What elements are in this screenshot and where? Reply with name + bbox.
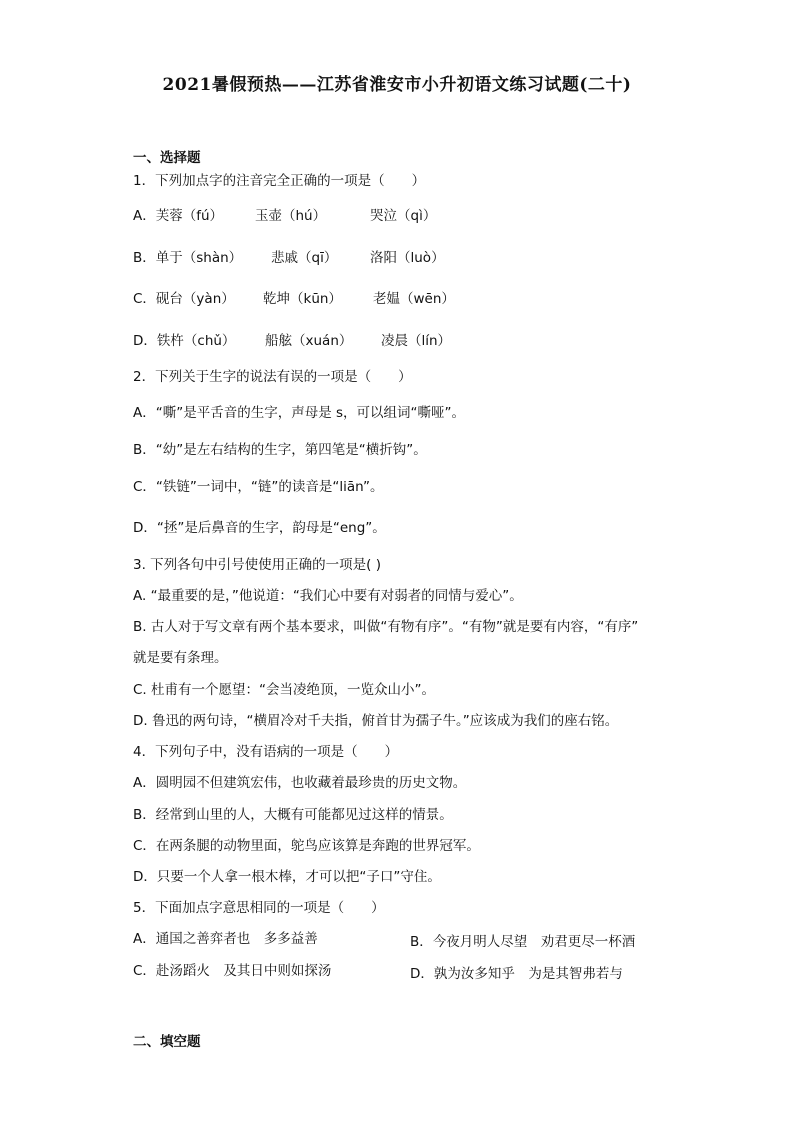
question-5-option-a: A．通国之善弈者也 多多益善 (133, 931, 318, 947)
question-2-option-a: A．“嘶”是平舌音的生字，声母是 s，可以组词“嘶哑”。 (133, 405, 466, 421)
question-3-stem: 3. 下列各句中引号使使用正确的一项是( ) (133, 557, 381, 573)
question-2-option-c: C．“铁链”一词中，“链”的读音是“liān”。 (133, 479, 384, 495)
q1-d-item-2: 船舷（xuán） (265, 333, 353, 349)
q1-a-item-3: 哭泣（qì） (370, 208, 437, 224)
q1-c-item-2: 乾坤（kūn） (263, 291, 342, 307)
q1-d-item-1: D．铁杵（chǔ） (133, 333, 236, 349)
section-heading-fill-in: 二、填空题 (133, 1034, 201, 1050)
question-2-option-b: B．“幼”是左右结构的生字，第四笔是“横折钩”。 (133, 442, 427, 458)
question-3-option-b: B. 古人对于写文章有两个基本要求，叫做“有物有序”。“有物”就是要有内容，“有序” (133, 619, 639, 635)
question-4-option-b: B．经常到山里的人，大概有可能都见过这样的情景。 (133, 807, 453, 823)
q1-d-item-3: 凌晨（lín） (381, 333, 452, 349)
q1-c-item-3: 老媪（wēn） (373, 291, 455, 307)
question-2-option-d: D．“拯”是后鼻音的生字，韵母是“eng”。 (133, 520, 386, 536)
q1-b-item-3: 洛阳（luò） (370, 250, 445, 266)
question-5-stem: 5．下面加点字意思相同的一项是（ ） (133, 900, 385, 916)
question-3-option-b-continued: 就是要有条理。 (133, 650, 228, 666)
section-heading-choice: 一、选择题 (133, 150, 201, 166)
q1-a-item-1: A．芙蓉（fú） (133, 208, 224, 224)
q1-b-item-2: 悲戚（qī） (271, 250, 338, 266)
q1-a-item-2: 玉壶（hú） (255, 208, 327, 224)
question-5-option-b: B．今夜月明人尽望 劝君更尽一杯酒 (410, 934, 636, 950)
q1-c-item-1: C．砚台（yàn） (133, 291, 235, 307)
question-3-option-d: D. 鲁迅的两句诗，“横眉冷对千夫指，俯首甘为孺子牛。”应该成为我们的座右铭。 (133, 713, 619, 729)
question-1-option-b (133, 249, 445, 267)
question-5-option-c: C．赴汤蹈火 及其日中则如探汤 (133, 963, 332, 979)
page-title: 2021暑假预热——江苏省淮安市小升初语文练习试题(二十) (162, 75, 632, 95)
q1-b-item-1: B．单于（shàn） (133, 250, 243, 266)
question-4-option-c: C．在两条腿的动物里面，鸵鸟应该算是奔跑的世界冠军。 (133, 838, 480, 854)
question-3-option-c: C. 杜甫有一个愿望：“会当凌绝顶，一览众山小”。 (133, 682, 435, 698)
question-5-option-d: D．孰为汝多知乎 为是其智弗若与 (410, 966, 623, 982)
question-4-stem: 4．下列句子中，没有语病的一项是（ ） (133, 744, 399, 760)
question-4-option-a: A．圆明园不但建筑宏伟，也收藏着最珍贵的历史文物。 (133, 775, 467, 791)
question-1-option-c (133, 290, 455, 308)
question-2-stem: 2．下列关于生字的说法有误的一项是（ ） (133, 369, 412, 385)
question-3-option-a: A. “最重要的是，”他说道：“我们心中要有对弱者的同情与爱心”。 (133, 588, 523, 604)
question-1-option-d (133, 332, 451, 350)
question-1-stem: 1．下列加点字的注音完全正确的一项是（ ） (133, 173, 426, 189)
question-1-option-a (133, 207, 436, 225)
question-4-option-d: D．只要一个人拿一根木棒，才可以把“子口”守住。 (133, 869, 441, 885)
